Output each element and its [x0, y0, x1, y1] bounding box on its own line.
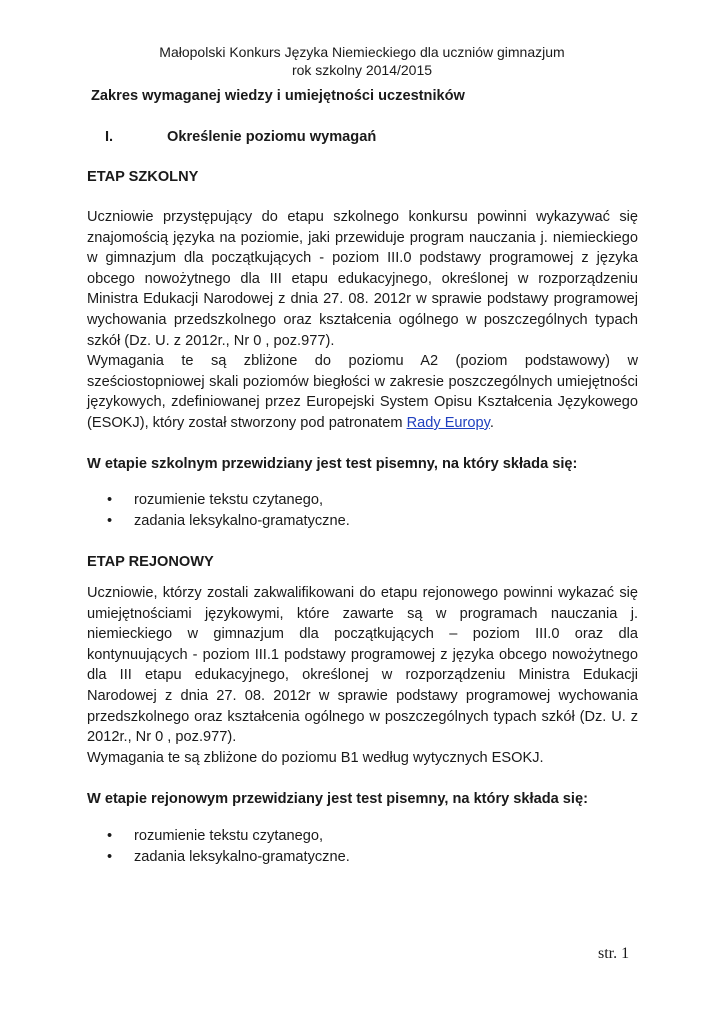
paragraph-line: językowych, zdefiniowanej przez Europejski System Opisu Kształcenia Językowego: [87, 394, 638, 411]
document-title: Zakres wymaganej wiedzy i umiejętności uczestników: [91, 88, 465, 104]
bullet-icon: •: [107, 849, 113, 865]
paragraph-line: znajomością języka na poziomie, jaki przewiduje program nauczania j. niemieckiego: [87, 229, 638, 246]
header-line-1: Małopolski Konkurs Języka Niemieckiego dla uczniów gimnazjum: [159, 44, 565, 60]
paragraph-line: [87, 413, 638, 434]
list-item-text: rozumienie tekstu czytanego,: [134, 828, 324, 844]
etap-rejonowy-paragraph-1: [87, 583, 638, 768]
paragraph-line: umiejętnościami językowymi, które zawarte są w programach nauczania j.: [87, 605, 638, 622]
paragraph-line: Uczniowie, którzy zostali zakwalifikowani do etapu rejonowego powinni wykazać się: [87, 585, 638, 601]
list-item: [87, 847, 638, 868]
bullet-icon: •: [107, 513, 113, 529]
paragraph-line: dla III etapu edukacyjnego, określonej w rozporządzeniu Ministra Edukacji: [87, 667, 638, 684]
paragraph-text: .: [489, 414, 494, 431]
paragraph-line: kontynuujących - poziom III.1 podstawy programowej z języka obcego nowożytnego: [87, 646, 638, 663]
etap-szkolny-test-list: [87, 490, 638, 532]
paragraph-line: wychowania przedszkolnego oraz kształcenia ogólnego w poszczególnych typach: [87, 311, 638, 328]
paragraph-text: (ESOKJ), który został stworzony pod patronatem: [87, 414, 407, 431]
section-title: Określenie poziomu wymagań: [167, 129, 377, 145]
etap-rejonowy-heading: ETAP REJONOWY: [87, 554, 214, 570]
bullet-icon: •: [107, 828, 113, 844]
section-heading: [87, 127, 638, 147]
paragraph-line: Uczniowie przystępujący do etapu szkolnego konkursu powinni wykazywać się: [87, 209, 638, 225]
paragraph-line: Wymagania te są zbliżone do poziomu A2 (poziom podstawowy) w: [87, 353, 638, 370]
etap-rejonowy-test-heading: W etapie rejonowym przewidziany jest test pisemny, na który składa się:: [87, 791, 588, 807]
header-line-2: rok szkolny 2014/2015: [291, 62, 433, 78]
etap-szkolny-paragraph-1: [87, 207, 638, 434]
paragraph-line: szkół (Dz. U. z 2012r., Nr 0 , poz.977).: [87, 332, 335, 349]
paragraph-line: 2012r., Nr 0 , poz.977).: [87, 729, 237, 746]
page-number: str. 1: [598, 945, 630, 962]
list-item: [87, 511, 638, 532]
etap-szkolny-heading: ETAP SZKOLNY: [87, 169, 199, 185]
list-item-text: rozumienie tekstu czytanego,: [134, 492, 324, 508]
paragraph-line: sześciostopniowej skali poziomów biegłości w zakresie poszczególnych umiejętności: [87, 373, 638, 390]
etap-rejonowy-test-list: [87, 826, 638, 868]
rady-europy-link[interactable]: Rady Europy: [406, 414, 490, 431]
paragraph-line: Ministra Edukacji Narodowej z dnia 27. 08. 2012r w sprawie podstawy programowej: [87, 291, 638, 308]
paragraph-line: w gimnazjum dla początkujących - poziom III.0 podstawy programowej z języka: [87, 250, 638, 267]
paragraph-line: obcego nowożytnego dla III etapu edukacyjnego, określonej w rozporządzeniu: [87, 270, 638, 287]
list-item-text: zadania leksykalno-gramatyczne.: [134, 849, 350, 865]
list-item: [87, 826, 638, 847]
paragraph-line: Narodowej z dnia 27. 08. 2012r w sprawie podstawy programowej wychowania: [87, 687, 638, 704]
section-number: I.: [105, 129, 114, 145]
bullet-icon: •: [107, 492, 113, 508]
paragraph-line: Wymagania te są zbliżone do poziomu B1 według wytycznych ESOKJ.: [87, 749, 544, 766]
list-item-text: zadania leksykalno-gramatyczne.: [134, 513, 350, 529]
etap-szkolny-test-heading: W etapie szkolnym przewidziany jest test pisemny, na który składa się:: [87, 456, 578, 472]
paragraph-line: przedszkolnego oraz kształcenia ogólnego w poszczególnych typach szkół (Dz. U. z: [87, 708, 638, 725]
list-item: [87, 490, 638, 511]
paragraph-line: niemieckiego w gimnazjum dla początkujących – poziom III.0 oraz dla: [87, 626, 638, 643]
